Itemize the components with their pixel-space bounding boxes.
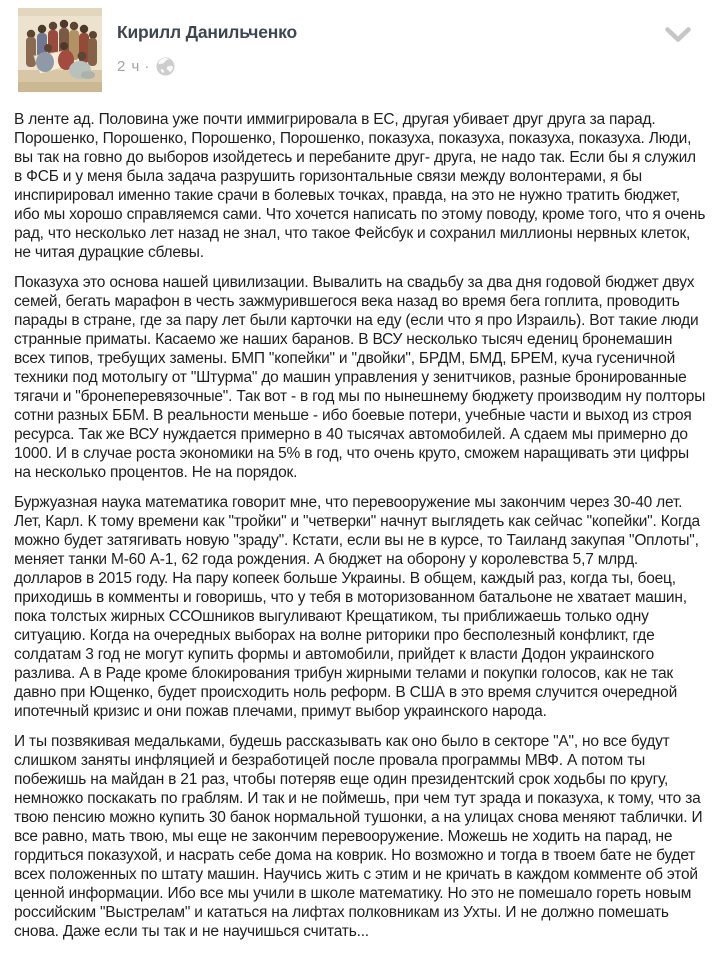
chevron-down-icon[interactable]	[664, 26, 692, 46]
timestamp[interactable]: 2 ч	[117, 58, 141, 75]
post-body	[0, 92, 720, 941]
avatar-image	[18, 8, 102, 92]
post-paragraph-1: В ленте ад. Половина уже почти иммигрировала в ЕС, другая убивает друг друга за парад. Порошенко, Порошенко, Порошенко, Порошенко, показуха, показуха, показуха, показуха. Люди, вы так на говно до выборов изойдетесь и перебаните друг- друга, не надо так. Если бы я служил в ФСБ и у меня была задача разрушить горизонтальные связи между волонтерами, я бы инспирировал именно такие срачи в болевых точках, правда, на это не нужно тратить бюджет, ибо мы хорошо справляемся сами. Что хочется написать по этому поводу, кроме того, что я очень рад, что несколько лет назад не знал, что такое Фейсбук и сохранил миллионы нервных клеток, не читая дурацкие сблевы.	[14, 111, 706, 261]
post-paragraph-3: Буржуазная наука математика говорит мне, что перевооружение мы закончим через 30-40 лет. Лет, Карл. К тому времени как "тройки" и "четверки" начнут выглядеть как сейчас "копейки". Когда можно будет затягивать новую "зраду". Кстати, если вы не в курсе, то Таиланд закупая "Оплоты", меняет танки М-60 А-1, 62 года рождения. А бюджет на оборону у королевства 5,7 млрд. долларов в 2015 году. На пару копеек больше Украины. В общем, каждый раз, когда ты, боец, приходишь в комменты и говоришь, что у тебя в моторизованном батальоне не хватает машин, пока толстых жирных ССОшников выгуливают Крещатиком, ты приближаешь только одну ситуацию. Когда на очередных выборах на волне риторики про бесполезный конфликт, где солдатам 3 год не могут купить формы и автомобили, прийдет к власти Додон украинского разлива. А в Раде кроме блокирования трибун жирными телами и покупки голосов, как не так давно при Ющенко, будет происходить ноль реформ. В США в это время случится очередной ипотечный кризис и они пожав плечами, примут выбор украинского народа.	[14, 494, 700, 720]
post-paragraph-4: И ты позвякивая медальками, будешь рассказывать как оно было в секторе "А", но все будут слишком заняты инфляцией и безработицей после провала программы МВФ. А потом ты побежишь на майдан в 21 раз, чтобы потеряв еще один президентский срок ходьбы по кругу, немножко поскакать по граблям. И так и не поймешь, при чем тут зрада и показуха, к тому, что за твою пенсию можно купить 30 банок нормальной тушонки, а на улицах снова меняют таблички. И все равно, мать твою, мы еще не закончим перевооружение. Можешь не ходить на парад, не гордиться показухой, и насрать себе дома на коврик. Но возможно и тогда в твоем бате не будет всех положенных по штату машин. Научись жить с этим и не кричать в каждом комменте об этой ценной информации. Ибо все мы учили в школе математику. Но это не помешало гореть новым российским "Выстрелам" и кататься на лифтах полковникам из Ухты. И не должно помешать снова. Даже если ты так и не научишься считать...	[14, 733, 703, 940]
author-name[interactable]: Кирилл Данильченко	[117, 22, 297, 42]
meta-separator: ·	[144, 58, 151, 75]
post-header	[0, 0, 720, 92]
avatar[interactable]	[18, 8, 102, 92]
globe-icon	[156, 57, 175, 76]
header-info	[117, 8, 297, 76]
post-meta	[117, 57, 297, 76]
post-paragraph-2: Показуха это основа нашей цивилизации. Вывалить на свадьбу за два дня годовой бюджет двух семей, бегать марафон в честь зажмурившегося века назад во время бега гоплита, проводить парады в стране, где за пару лет были карточки на еду (если что я про Израиль). Вот такие люди странные приматы. Касаемо же наших баранов. В ВСУ несколько тысяч едениц бронемашин всех типов, требущих замены. БМП "копейки" и "двойки", БРДМ, БМД, БРЕМ, куча гусеничной техники под мотолыгу от "Штурма" до машин управления у зенитчиков, разные бронированные тягачи и "бронеперевязочные". Так вот - в год мы по нынешнему бюджету производим ну полторы сотни разных ББМ. В реальности меньше - ибо боевые потери, учебные части и выход из строя ресурса. Так же ВСУ нуждается примерно в 40 тысячах автомобилей. А сдаем мы примерно до 1000. И в случае роста экономики на 5% в год, что очень круто, сможем наращивать эти цифры на несколько процентов. Не на порядок.	[14, 274, 706, 481]
